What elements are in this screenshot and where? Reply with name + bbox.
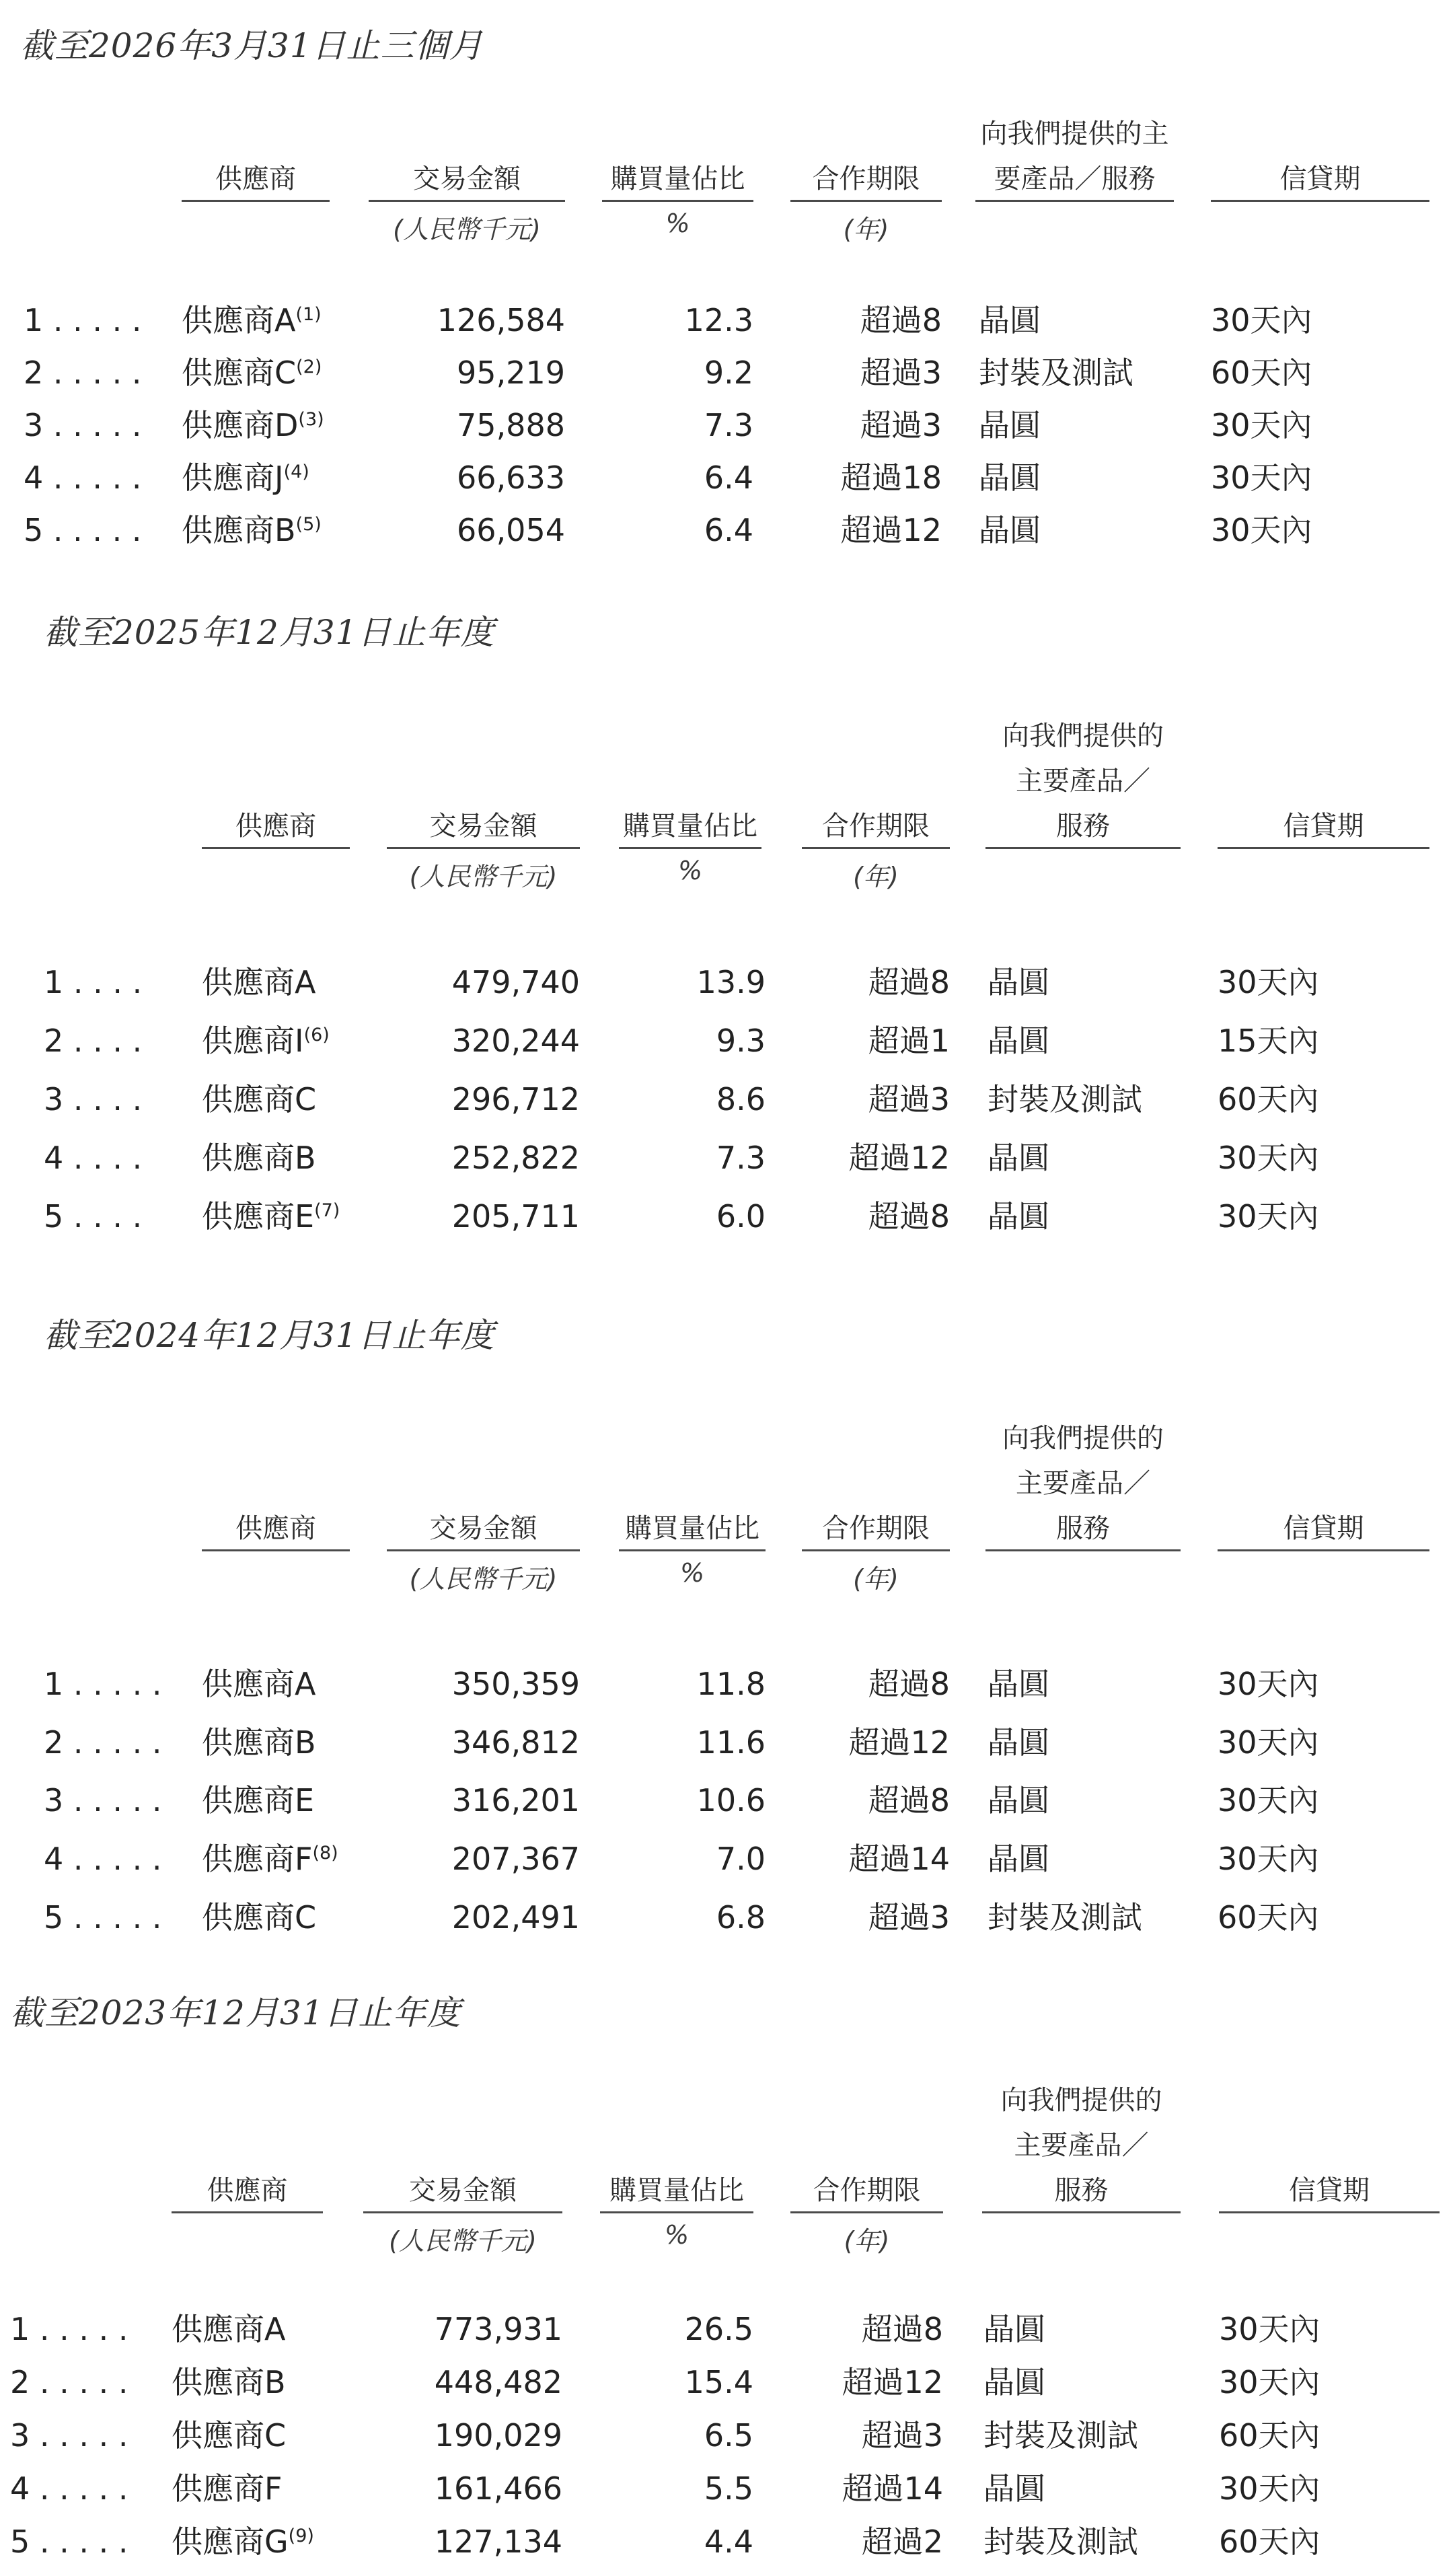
table-row	[0, 1131, 1453, 1185]
row-supplier	[202, 1890, 316, 1944]
header-term: 合作期限	[802, 1506, 950, 1551]
header-supplier: 供應商	[172, 2168, 323, 2213]
section-title: 截至2026年3月31日止三個月	[20, 26, 484, 65]
header-credit: 信貸期	[1211, 157, 1429, 202]
row-share: 12.3	[684, 302, 753, 338]
header-share: 購買量佔比	[602, 157, 753, 202]
row-rank: 2 . . . . .	[10, 2364, 128, 2400]
row-rank: 4 . . . . .	[10, 2470, 128, 2507]
row-term: 超過3	[861, 2417, 943, 2454]
supplier-name: 供應商C	[202, 1899, 317, 1936]
supplier-name: 供應商D	[182, 407, 299, 443]
row-credit: 30天內	[1218, 1198, 1319, 1235]
row-term: 超過12	[848, 1724, 950, 1761]
row-term: 超過8	[861, 2311, 943, 2347]
unit-term: (年)	[853, 1564, 899, 1594]
footnote-ref: (2)	[296, 357, 322, 377]
row-credit: 30天內	[1219, 2311, 1320, 2347]
row-product: 晶圓	[983, 2364, 1045, 2400]
row-credit: 30天內	[1218, 1666, 1319, 1702]
row-rank: 5 . . . . .	[24, 512, 142, 548]
row-rank: 4 . . . .	[44, 1140, 143, 1176]
table-row	[0, 1189, 1453, 1243]
row-product: 晶圓	[988, 1841, 1049, 1877]
table-row	[0, 1072, 1453, 1126]
table-row	[0, 451, 1453, 505]
row-product: 封裝及測試	[983, 2524, 1138, 2560]
supplier-name: 供應商B	[202, 1140, 316, 1176]
row-term: 超過3	[868, 1899, 950, 1936]
row-rank: 5 . . . .	[44, 1198, 143, 1235]
section-title: 截至2024年12月31日止年度	[44, 1316, 495, 1355]
table-row	[0, 2462, 1453, 2515]
section-title: 截至2025年12月31日止年度	[44, 613, 495, 652]
header-credit: 信貸期	[1219, 2168, 1440, 2213]
unit-share: %	[664, 2220, 690, 2250]
row-rank: 2 . . . . .	[44, 1724, 162, 1761]
row-credit: 30天內	[1219, 2470, 1320, 2507]
supplier-name: 供應商A	[202, 964, 316, 1000]
unit-amount: (人民幣千元)	[393, 215, 541, 244]
table-row	[0, 1657, 1453, 1711]
row-amount: 346,812	[451, 1724, 580, 1761]
unit-amount: (人民幣千元)	[409, 862, 558, 891]
row-amount: 95,219	[457, 355, 565, 391]
row-rank: 3 . . . . .	[10, 2417, 128, 2454]
header-product	[982, 2078, 1181, 2213]
row-share: 7.3	[704, 407, 753, 443]
row-share: 6.8	[716, 1899, 766, 1936]
row-share: 11.8	[696, 1666, 766, 1702]
row-rank: 4 . . . . .	[44, 1841, 162, 1877]
row-share: 26.5	[684, 2311, 753, 2347]
supplier-name: 供應商I	[202, 1023, 304, 1059]
row-rank: 3 . . . . .	[44, 1782, 162, 1818]
header-share: 購買量佔比	[619, 1506, 766, 1551]
footnote-ref: (3)	[298, 409, 324, 430]
row-supplier	[172, 2302, 285, 2356]
header-amount: 交易金額	[369, 157, 565, 202]
row-credit: 60天內	[1218, 1899, 1319, 1936]
footnote-ref: (5)	[295, 514, 322, 535]
row-credit: 60天內	[1211, 355, 1312, 391]
table-row	[0, 1773, 1453, 1827]
row-amount: 316,201	[451, 1782, 580, 1818]
row-product: 晶圓	[988, 1724, 1049, 1761]
row-product: 晶圓	[979, 302, 1041, 338]
header-credit: 信貸期	[1218, 1506, 1429, 1551]
footnote-ref: (6)	[303, 1025, 330, 1045]
row-term: 超過14	[842, 2470, 943, 2507]
header-share: 購買量佔比	[619, 804, 761, 849]
row-amount: 773,931	[434, 2311, 562, 2347]
row-product: 晶圓	[979, 407, 1041, 443]
header-product-line: 向我們提供的	[1000, 2085, 1162, 2116]
row-share: 9.3	[716, 1023, 766, 1059]
row-credit: 30天內	[1218, 1724, 1319, 1761]
header-product	[985, 714, 1181, 849]
header-amount: 交易金額	[363, 2168, 562, 2213]
table-row	[0, 1832, 1453, 1886]
row-amount: 296,712	[451, 1081, 580, 1117]
supplier-name: 供應商E	[202, 1782, 315, 1818]
footnote-ref: (1)	[295, 304, 322, 325]
row-credit: 30天內	[1218, 1782, 1319, 1818]
row-amount: 448,482	[434, 2364, 562, 2400]
row-share: 6.4	[704, 512, 753, 548]
row-amount: 126,584	[437, 302, 565, 338]
header-amount: 交易金額	[387, 1506, 580, 1551]
row-product: 晶圓	[988, 964, 1049, 1000]
header-product	[975, 112, 1174, 202]
row-product: 封裝及測試	[979, 355, 1133, 391]
row-share: 10.6	[696, 1782, 766, 1818]
table-row	[0, 1014, 1453, 1068]
row-credit: 30天內	[1218, 964, 1319, 1000]
row-product: 晶圓	[988, 1140, 1049, 1176]
row-product: 晶圓	[983, 2311, 1045, 2347]
supplier-name: 供應商A	[182, 302, 296, 338]
row-term: 超過3	[860, 355, 942, 391]
row-supplier	[172, 2355, 286, 2409]
header-product-line: 服務	[1056, 811, 1110, 842]
row-rank: 1 . . . .	[44, 964, 143, 1000]
row-product: 晶圓	[988, 1782, 1049, 1818]
row-term: 超過8	[860, 302, 942, 338]
supplier-name: 供應商G	[172, 2524, 289, 2560]
row-rank: 1 . . . . .	[10, 2311, 128, 2347]
row-term: 超過18	[840, 459, 942, 496]
row-credit: 30天內	[1218, 1841, 1319, 1877]
row-product: 晶圓	[988, 1023, 1049, 1059]
row-term: 超過8	[868, 1198, 950, 1235]
row-term: 超過14	[848, 1841, 950, 1877]
footnote-ref: (7)	[314, 1200, 340, 1221]
header-product-line: 服務	[1056, 1513, 1110, 1544]
row-supplier	[182, 451, 309, 510]
row-rank: 3 . . . . .	[24, 407, 142, 443]
row-credit: 30天內	[1219, 2364, 1320, 2400]
row-amount: 161,466	[434, 2470, 562, 2507]
table-row	[0, 503, 1453, 557]
row-supplier	[202, 1014, 330, 1073]
supplier-name: 供應商B	[182, 512, 296, 548]
row-credit: 60天內	[1219, 2417, 1320, 2454]
row-supplier	[202, 1657, 315, 1711]
row-amount: 75,888	[457, 407, 565, 443]
header-product-line: 向我們提供的	[1002, 721, 1164, 751]
row-term: 超過8	[868, 964, 950, 1000]
footnote-ref: (4)	[283, 462, 309, 482]
row-rank: 1 . . . . .	[24, 302, 142, 338]
header-product-line: 主要產品／	[1016, 1468, 1150, 1499]
row-share: 13.9	[696, 964, 766, 1000]
unit-share: %	[679, 1558, 705, 1588]
row-share: 11.6	[696, 1724, 766, 1761]
supplier-name: 供應商E	[202, 1198, 315, 1235]
row-supplier	[182, 503, 322, 562]
row-term: 超過12	[840, 512, 942, 548]
row-credit: 30天內	[1211, 302, 1312, 338]
row-supplier	[202, 955, 315, 1009]
header-product-line: 要產品／服務	[994, 163, 1156, 194]
row-supplier	[202, 1189, 340, 1249]
row-product: 晶圓	[988, 1666, 1049, 1702]
row-product: 晶圓	[983, 2470, 1045, 2507]
table-row	[0, 2515, 1453, 2569]
table-row	[0, 2355, 1453, 2409]
header-term: 合作期限	[802, 804, 950, 849]
row-rank: 3 . . . .	[44, 1081, 143, 1117]
row-amount: 350,359	[451, 1666, 580, 1702]
row-credit: 30天內	[1218, 1140, 1319, 1176]
row-amount: 66,054	[457, 512, 565, 548]
unit-amount: (人民幣千元)	[409, 1564, 558, 1594]
row-rank: 1 . . . . .	[44, 1666, 162, 1702]
row-supplier	[182, 346, 322, 405]
row-term: 超過3	[860, 407, 942, 443]
row-term: 超過12	[848, 1140, 950, 1176]
section-title: 截至2023年12月31日止年度	[10, 1993, 461, 2032]
supplier-name: 供應商B	[172, 2364, 286, 2400]
row-amount: 127,134	[434, 2524, 562, 2560]
row-amount: 320,244	[451, 1023, 580, 1059]
row-share: 15.4	[684, 2364, 753, 2400]
row-amount: 205,711	[451, 1198, 580, 1235]
row-rank: 4 . . . . .	[24, 459, 142, 496]
header-supplier: 供應商	[202, 804, 350, 849]
row-share: 9.2	[704, 355, 753, 391]
table-row	[0, 293, 1453, 347]
header-share: 購買量佔比	[600, 2168, 753, 2213]
row-supplier	[172, 2462, 282, 2515]
header-product-line: 主要產品／	[1016, 766, 1150, 797]
table-row	[0, 2408, 1453, 2462]
header-term: 合作期限	[790, 157, 942, 202]
header-product-line: 服務	[1054, 2175, 1109, 2206]
header-product	[985, 1416, 1181, 1551]
row-amount: 479,740	[451, 964, 580, 1000]
row-amount: 66,633	[457, 459, 565, 496]
header-supplier: 供應商	[202, 1506, 350, 1551]
row-rank: 2 . . . .	[44, 1023, 143, 1059]
header-product-line: 向我們提供的主	[980, 118, 1169, 149]
row-share: 7.0	[716, 1841, 766, 1877]
row-product: 封裝及測試	[988, 1899, 1142, 1936]
header-supplier: 供應商	[182, 157, 330, 202]
row-term: 超過12	[842, 2364, 943, 2400]
supplier-name: 供應商F	[172, 2470, 283, 2507]
row-supplier	[202, 1773, 314, 1827]
row-supplier	[172, 2515, 314, 2574]
row-amount: 190,029	[434, 2417, 562, 2454]
row-product: 晶圓	[979, 512, 1041, 548]
header-term: 合作期限	[790, 2168, 943, 2213]
row-supplier	[182, 293, 322, 353]
header-credit: 信貸期	[1218, 804, 1429, 849]
row-share: 5.5	[704, 2470, 753, 2507]
row-supplier	[172, 2408, 286, 2462]
supplier-name: 供應商A	[172, 2311, 286, 2347]
supplier-name: 供應商C	[172, 2417, 287, 2454]
header-product-line: 主要產品／	[1014, 2130, 1149, 2161]
row-supplier	[202, 1832, 338, 1891]
table-row	[0, 398, 1453, 452]
row-supplier	[202, 1131, 316, 1185]
row-amount: 202,491	[451, 1899, 580, 1936]
row-term: 超過2	[861, 2524, 943, 2560]
table-row	[0, 2302, 1453, 2356]
row-supplier	[202, 1072, 316, 1126]
row-rank: 5 . . . . .	[44, 1899, 162, 1936]
table-row	[0, 346, 1453, 400]
unit-share: %	[677, 856, 703, 885]
header-product-line: 向我們提供的	[1002, 1423, 1164, 1454]
supplier-name: 供應商C	[202, 1081, 317, 1117]
row-rank: 2 . . . . .	[24, 355, 142, 391]
unit-term: (年)	[843, 215, 889, 244]
table-row	[0, 1716, 1453, 1769]
row-term: 超過3	[868, 1081, 950, 1117]
table-row	[0, 955, 1453, 1009]
row-share: 6.5	[704, 2417, 753, 2454]
unit-amount: (人民幣千元)	[389, 2226, 537, 2256]
supplier-name: 供應商J	[182, 459, 284, 496]
row-term: 超過8	[868, 1666, 950, 1702]
row-share: 8.6	[716, 1081, 766, 1117]
unit-share: %	[665, 209, 690, 238]
row-product: 晶圓	[988, 1198, 1049, 1235]
row-supplier	[202, 1716, 316, 1769]
unit-term: (年)	[853, 862, 899, 891]
row-product: 封裝及測試	[988, 1081, 1142, 1117]
row-amount: 252,822	[451, 1140, 580, 1176]
footnote-ref: (9)	[288, 2526, 314, 2546]
supplier-name: 供應商A	[202, 1666, 316, 1702]
footnote-ref: (8)	[312, 1843, 338, 1864]
table-row	[0, 1890, 1453, 1944]
row-amount: 207,367	[451, 1841, 580, 1877]
row-rank: 5 . . . . .	[10, 2524, 128, 2560]
header-amount: 交易金額	[387, 804, 580, 849]
row-share: 4.4	[704, 2524, 753, 2560]
row-share: 6.0	[716, 1198, 766, 1235]
row-credit: 30天內	[1211, 407, 1312, 443]
supplier-name: 供應商B	[202, 1724, 316, 1761]
row-product: 晶圓	[979, 459, 1041, 496]
row-share: 6.4	[704, 459, 753, 496]
row-credit: 15天內	[1218, 1023, 1319, 1059]
supplier-name: 供應商F	[202, 1841, 313, 1877]
row-credit: 60天內	[1219, 2524, 1320, 2560]
row-term: 超過8	[868, 1782, 950, 1818]
row-credit: 30天內	[1211, 459, 1312, 496]
row-credit: 60天內	[1218, 1081, 1319, 1117]
supplier-name: 供應商C	[182, 355, 297, 391]
row-supplier	[182, 398, 324, 457]
row-term: 超過1	[868, 1023, 950, 1059]
unit-term: (年)	[844, 2226, 890, 2256]
row-credit: 30天內	[1211, 512, 1312, 548]
row-product: 封裝及測試	[983, 2417, 1138, 2454]
row-share: 7.3	[716, 1140, 766, 1176]
